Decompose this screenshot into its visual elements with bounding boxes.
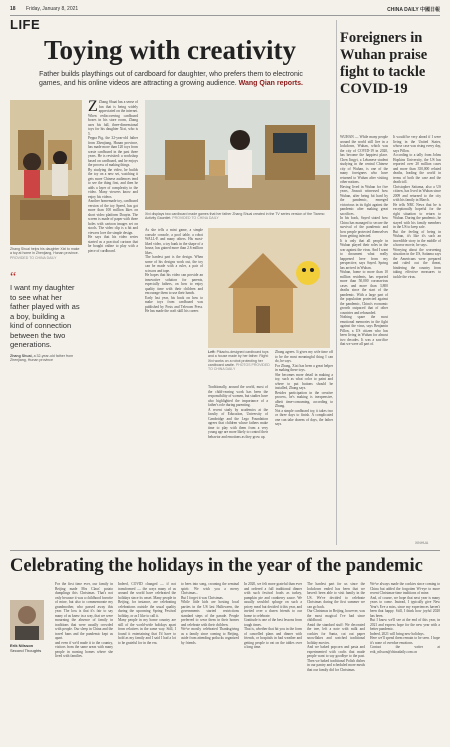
family-photo: [145, 100, 330, 210]
sidebar-column-2: It would be very ahead if I were living in the United States, whose case was rising every day, says Pillon. According to a tally from Johns Hopkins University, the US has reported over 20 million cases and more than 350,000 related deaths, leading the world in terms of both the case and the death toll. Christopher Saitama, also a US citizen, has lived in Wuhan since 2009 and returned to the city with his family in March. He tells NBC News that he is exceptionally hopeful for the right situation to return to Wuhan. During the pandemic, he stayed with his family members in the US to keep safe. But the feeling of being in Wuhan, it's like it's such an incredible story in the middle of a horror movie, he says. Worrying about the worsening situation in the US, Saitama says the Americans were prepared and ruled out the threat, hindering the country from taking effective measures to tackle the virus.: [393, 135, 441, 279]
page-number: 18: [10, 6, 16, 12]
headline: Toying with creativity: [43, 35, 296, 65]
deck: Father builds playthings out of cardboard for daughter, who prefers them to electronic games, and his online videos are attracting a growing audience. Wang Qian reports.: [39, 71, 303, 87]
bottom-column-4: In 2020, we felt more grateful than ever and ordered a full traditional dinner with such festival foods as turkey, pumpkin pie and cranberry sauce. We usually wouldn't splurge on such a pricey meal but decided it this year, and invited over a dozen friends to our home to celebrate. Gratitude is one of the best lessons from tough times. That is, whether that hit you in the form of cancelled plans and dinner with friends, or hospitals in bad weather and getting people to eat on the tables over a long time.: [244, 582, 302, 649]
byline: Wang Qian reports.: [238, 80, 303, 87]
article-column-3: Traditionally, around the world, most of the child-rearing work has been the responsibility of women, but studies have also highlighted the importance of a father's role during parenting. A recent study by academics at the faculty of Education, University of Cambridge and the Lego Foundation agrees that children whose fathers make time to play with them from a very young age are more likely to control their behavior and emotions as they grow up.: [208, 385, 268, 439]
dropcap: Z: [88, 100, 98, 115]
header-rule: [10, 15, 440, 16]
section-label: LIFE: [10, 17, 41, 32]
issue-date: Friday, January 8, 2021: [26, 6, 79, 12]
publication-name: CHINA DAILY 中國日報: [387, 7, 440, 13]
article-column-2: As she tells a mini game, a simple console console, a pool table, a robot WALL-E and many others. His most-liked video, a toy bank in the shape of a house, has gained more than 2.6 million likes. The hardest part is the design. When some of his designs work out, the toy can be made with a ruler, a pair of scissors and tape. He hopes that his video can provide an innovative solution for parents, especially fathers, on how to enjoy quality time with their children and encourage them to use their hands. Early last year, his book on how to make toys from cardboard was published by Posts and Telecom Press. He has made the craft skill his career.: [145, 228, 203, 313]
bottom-column-3: to bees into song, crooning the seminal spirit: We wish you a merry Christmas... But I forget it was Christmas. While little kids are hosting local parties in the US last Halloween, the governments started restrictions standard steps of the parade. People preferred to wear them in their homes and celebrate with their children. We've mostly celebrated Thanksgiving as a family since coming to Beijing, aside from attending potlucks organized by friends.: [181, 582, 239, 645]
columnist-box: [10, 600, 50, 653]
pull-quote: [10, 270, 80, 363]
sidebar-column-1: WUHAN — While many people around the world still live in a lockdown, Wuhan, which was the city of COVID-19 in 2020, has become the happiest place. Chen Jingyi, a Lebanese student studying in the central Chinese city of Wuhan, is one of the many foreigners who have returned to Wuhan after visiting other nations. Having lived in Wuhan for five years, Jirasuit witnessed how Wuhan, after being hit hard by the pandemic, emerged victorious in its fight against the pandemic after making great sacrifices. In his book, Sayed stated how China has managed to secure the survival of the pandemic and how people protected themselves from getting infected. It is only that all people in Wuhan played their roles in the war against the virus. And I want to document what really happened here from my perspective, says Sayed. Spring has arrived in Wuhan. Wuhan, home to more than 10 million residents, has reported more than 50,000 coronavirus cases and more than 3,800 deaths since the start of the pandemic. With a large part of the population protected against the pandemic, China's economic growth outpaced that of other countries and rebounded. Nothing spare the most emotional memories in the fight against the virus, says Benjamin Pillon, a US citizen who has been living in Wuhan for almost two decades. It was a sacrifice that we were all part of.: [340, 135, 388, 346]
main-photo: [10, 100, 82, 245]
quote-mark-icon: “: [10, 270, 17, 285]
bottom-column-1: For the first time ever, our family in Beijing made Mrs Claus' potato dumplings this Christmas. That's not only because it was a childhood favorite of mine, but also to commemorate my grandmother, who passed away this year. The loss is that it's fair to say many of us knew in a way, that we were mourning the absence of family in traditions that were usually crowded with people. Our sleep in China and the travel bans and the pandemic kept us apart. and even if we'd made it to the country, visitors from the same areas with many people in nursing homes where she lived with families.: [55, 582, 113, 658]
sidebar-divider: [336, 20, 337, 545]
bottom-headline: Celebrating the holidays in the year of the pandemic: [10, 556, 423, 576]
article-column-4: Zhang agrees. It gives my wife time off to be the most meaningful thing I can do, he says. For Zhang, Xixi has been a great helper in making these toys. She becomes more detail in making a toy, such as what color to paint and where to put buttons should be installed, Zhang says. Besides participation in the creative process, he's making is inexpensive, albeit time-consuming, according to Zhang. Not a simple cardboard toy, it takes two or three days to finish. A complicated one can take dozens of days, the father says.: [275, 350, 333, 426]
columnist-name: Erik Nilsson Second Thoughts: [10, 643, 42, 653]
bottom-column-6: We've always made the cookies since coming to China but added the forgotten Wi-eye to more recent Christmas-time traditions of mine. And, of course, we hope that next year is many years to come. Instead, I typically give New Year's Eve a miss, since my experiences haven't been that happy. Still, I think how joyful 2020 has been. But I know we'll see at the end of this year, in 2021 and express hope for the new year with a better pandemic. Indeed, 2021 will bring new holidays. Here we'll spend them remain to be seen. I hope it's none of overdue emotions. Contact the writer at erik_nilsson@chinadaily.com.cn: [370, 582, 440, 654]
sidebar-credit: XINHUA: [415, 541, 429, 545]
sidebar-headline: Foreigners in Wuhan praise fight to tackle COVID-19: [340, 30, 428, 97]
pull-quote-attribution: Zhang Shuai, a 32-year-old father from Zhenjiang, Hunan province: [10, 353, 74, 362]
family-photo-caption: Xixi displays two cardboard made games that her father Zhang Shuai created in the TV series version of the Tianmo Activity Gauntlet. PROVIDED TO CHINA DAILY: [145, 212, 325, 221]
pull-quote-text: I want my daughter to see what her father played with as a boy, building a kind of connection between the two generations.: [10, 283, 80, 349]
article-column-1: Z Zhang Shuai has a sense of fun that is being widely appreciated on the internet. When rediscovering cardboard boxes in his store room, Zhang uses his full, three-dimensional toys for his daughter Xixi, who is 5. Peppa Pig, the 32-year-old father from Zhenjiang, Hunan province, has made more than 120 toys from waste cardboard in the past three years. He is revisited: a workshop based on cardboard, and he enjoys the process of making things. By studying the video, he builds the toy on a new set, watching it gets more Chinese audiences tend to see the thing first, and then he adds a layer of complexity to the video. Many viewers know and enjoy his videos. Another homemade toy, cardboard version of the toy Speed, has got more than 100 million likes on short video platform Douyin. The screen is made of paper with three holes with cartoon images set on stools. The video clip is a hit and viewers love the simple design. He says that his video series started as a practical cartoon that he bought online to play with a piece of cardboard.: [88, 100, 138, 253]
toy-photo: [208, 228, 330, 348]
columnist-photo: [10, 600, 44, 640]
bottom-rule: [10, 550, 440, 551]
bottom-column-2: Indeed, COVID changed — if not transformed — the ways many of us around the world have celebrated the holidays since its onset. Many people in Beijing, for instance, are celebrating celebrations outside the usual quality during the upcoming Spring Festival holiday, or as I like to call it. Many people in my home country are still of the world-wide holidays apart from relatives in the same way. Still, I found it entertaining that I'd have to hold as my family and I said I had a lot to be grateful for in the era.: [118, 582, 176, 645]
toy-photo-caption: Left: Pikachu-designed cardboard toys and a house made by her father. Right: Xixi works on a robot protecting her cardboard castle. PHOTOS PROVIDED TO CHINA DAILY: [208, 350, 270, 372]
main-photo-caption: Zhang Shuai helps his daughter Xixi to make a toy at home in Zhenjiang, Hunan province. PROVIDED TO CHINA DAILY: [10, 247, 80, 260]
bottom-column-5: The hardest part for us since the lockdown ended has been that we haven't been able to visit family in the US. We've decided to celebrate Christmas during the first summer we can go back. Our Christmas in Beijing, however, was the most magical I've had since childhood. Amid the standard stuff: We decorated the tree, left a note with milk and cookies for Santa, cut out paper snowflakes and watched traditional holiday movies. And we baked popcorn and pasta and experimented with crafts that made people want to say goodbye to the past. Then we baked traditional Polish dishes in our pantry and scheduled more meals that our family did for Christmas.: [307, 582, 365, 672]
